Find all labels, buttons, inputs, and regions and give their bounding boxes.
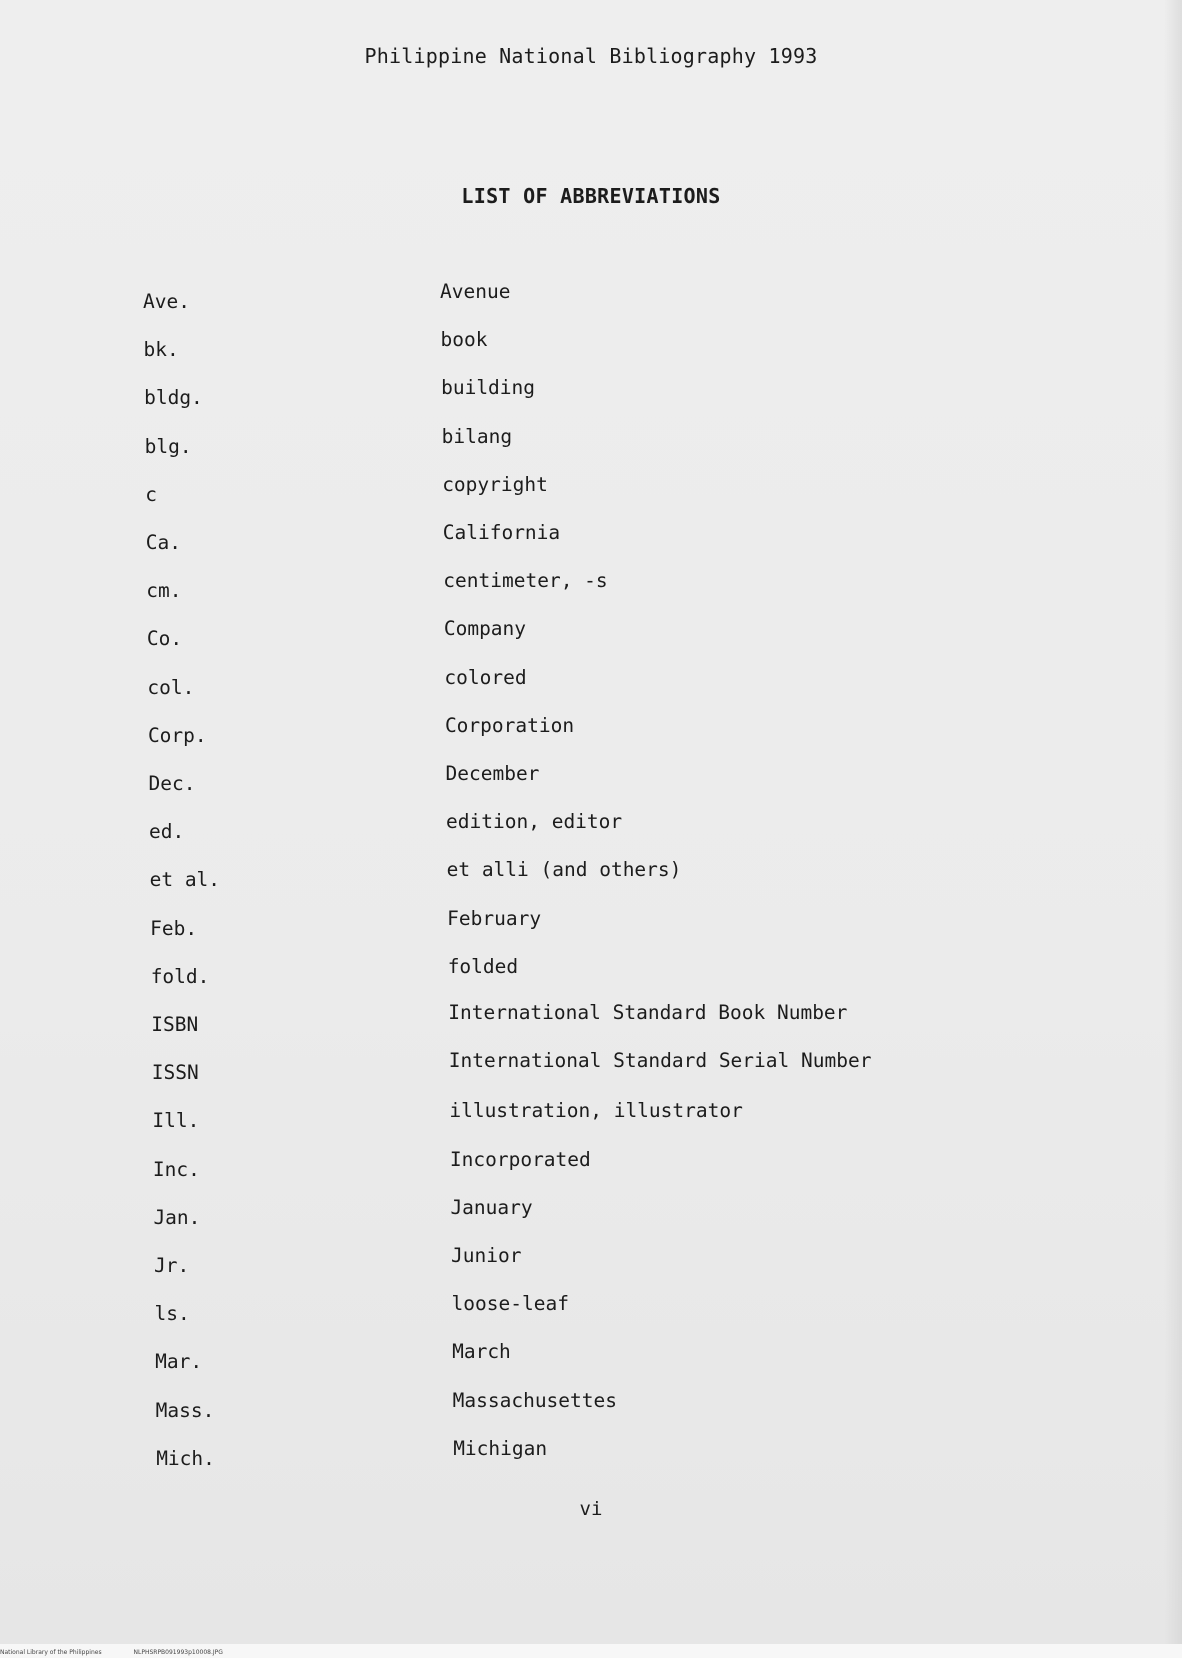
abbreviation-meaning: December: [445, 762, 540, 785]
abbreviation-entry: [0, 907, 1182, 947]
footer-file-label: NLPHSRPB091993p10008.JPG: [133, 1649, 223, 1656]
abbreviation-term: Ave.: [143, 290, 190, 313]
abbreviation-meaning: Junior: [451, 1244, 522, 1267]
abbreviation-entry: [0, 1051, 1182, 1091]
abbreviation-entry: [0, 1003, 1182, 1043]
abbreviation-entry: [0, 1099, 1182, 1139]
abbreviation-term: bk.: [143, 338, 179, 362]
abbreviation-term: Mich.: [156, 1446, 215, 1470]
abbreviation-term: Ill.: [152, 1109, 200, 1133]
abbreviation-term: Dec.: [148, 772, 196, 795]
abbreviation-entry: [0, 1148, 1182, 1188]
abbreviation-meaning: Massachusettes: [452, 1388, 618, 1412]
abbreviation-entry: [0, 521, 1182, 561]
abbreviation-meaning: Company: [443, 617, 527, 641]
abbreviation-entry: [0, 955, 1182, 995]
abbreviation-entry: [0, 569, 1182, 609]
abbreviation-term: Co.: [146, 627, 183, 651]
abbreviation-entry: [0, 328, 1182, 368]
abbreviation-term: Mar.: [155, 1350, 203, 1374]
abbreviation-meaning: bilang: [441, 424, 513, 448]
abbreviation-meaning: Corporation: [444, 713, 575, 737]
abbreviation-term: blg.: [144, 434, 192, 458]
abbreviation-term: Feb.: [150, 916, 198, 940]
abbreviation-entry: [0, 280, 1182, 320]
abbreviation-meaning: Incorporated: [449, 1147, 591, 1171]
abbreviation-meaning: loose-leaf: [451, 1292, 569, 1316]
footer-source-label: National Library of the Philippines: [0, 1649, 102, 1656]
abbreviation-term: Corp.: [147, 723, 207, 747]
abbreviation-meaning: February: [447, 906, 542, 930]
abbreviation-entry: [0, 1244, 1182, 1284]
abbreviation-meaning: illustration, illustrator: [449, 1099, 743, 1123]
abbreviation-entry: [0, 1389, 1182, 1429]
abbreviation-entry: [0, 425, 1182, 465]
abbreviation-term: Mass.: [155, 1398, 215, 1422]
abbreviation-entry: [0, 810, 1182, 850]
abbreviation-term: c: [145, 482, 157, 506]
abbreviation-meaning: et alli (and others): [446, 858, 682, 882]
abbreviation-meaning: edition, editor: [446, 810, 623, 834]
abbreviation-term: bldg.: [144, 386, 203, 410]
abbreviation-term: fold.: [150, 964, 210, 988]
abbreviation-meaning: International Standard Serial Number: [448, 1049, 872, 1073]
running-header: Philippine National Bibliography 1993: [364, 44, 818, 68]
abbreviation-meaning: centimeter, -s: [443, 569, 608, 593]
abbreviation-meaning: January: [450, 1195, 533, 1219]
footer-credit: [0, 1649, 253, 1656]
abbreviation-meaning: March: [452, 1340, 511, 1364]
abbreviation-entry: [0, 666, 1182, 706]
abbreviation-term: Inc.: [152, 1157, 200, 1181]
abbreviation-term: et al.: [149, 868, 221, 892]
abbreviation-meaning: California: [442, 521, 561, 544]
abbreviation-meaning: colored: [444, 665, 527, 689]
abbreviation-term: Ca.: [145, 531, 181, 554]
abbreviation-term: Jr.: [154, 1254, 190, 1277]
abbreviation-term: col.: [147, 675, 195, 699]
abbreviation-meaning: folded: [447, 954, 519, 978]
abbreviation-entry: [0, 1292, 1182, 1332]
abbreviation-entry: [0, 1437, 1182, 1477]
page-number: vi: [579, 1498, 603, 1520]
abbreviation-term: ed.: [149, 820, 185, 844]
abbreviation-entry: [0, 1196, 1182, 1236]
abbreviation-term: ISBN: [151, 1013, 199, 1036]
abbreviation-entry: [0, 1340, 1182, 1380]
abbreviation-entry: [0, 762, 1182, 802]
abbreviation-meaning: Avenue: [440, 280, 511, 303]
abbreviation-entry: [0, 617, 1182, 657]
abbreviation-meaning: Michigan: [453, 1436, 548, 1460]
abbreviation-meaning: building: [441, 376, 536, 400]
abbreviation-term: ls.: [154, 1302, 190, 1326]
page-title: LIST OF ABBREVIATIONS: [461, 184, 721, 208]
abbreviation-entry: [0, 858, 1182, 898]
abbreviation-meaning: International Standard Book Number: [448, 1001, 848, 1024]
abbreviation-meaning: book: [440, 328, 488, 352]
abbreviation-term: cm.: [146, 579, 182, 603]
abbreviation-entry: [0, 376, 1182, 416]
abbreviation-entry: [0, 473, 1182, 513]
abbreviation-term: Jan.: [153, 1205, 201, 1229]
abbreviation-meaning: copyright: [442, 472, 548, 496]
abbreviation-entry: [0, 714, 1182, 754]
abbreviation-term: ISSN: [151, 1061, 199, 1085]
